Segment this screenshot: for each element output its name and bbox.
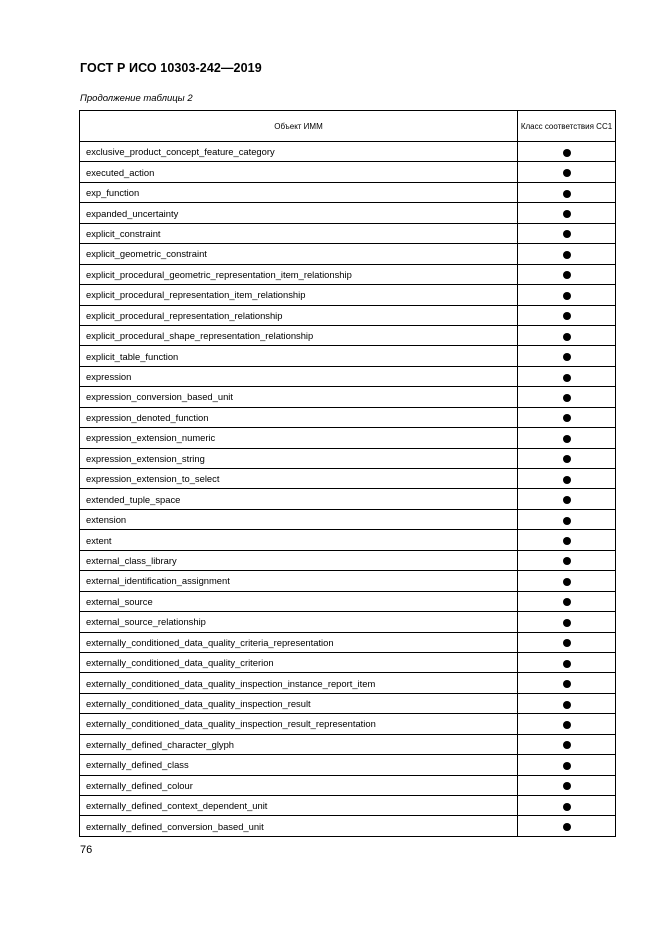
filled-circle-icon: [563, 210, 571, 218]
conformance-mark-cell: [518, 571, 616, 591]
entity-name-cell: explicit_constraint: [80, 223, 518, 243]
table-row: [80, 571, 616, 591]
entity-name-cell: expression_denoted_function: [80, 407, 518, 427]
entity-name-cell: explicit_procedural_shape_representation_relationship: [80, 325, 518, 345]
document-header: ГОСТ Р ИСО 10303-242—2019: [80, 61, 262, 75]
conformance-mark-cell: [518, 223, 616, 243]
table-row: [80, 632, 616, 652]
filled-circle-icon: [563, 721, 571, 729]
table-row: [80, 407, 616, 427]
conformance-mark-cell: [518, 632, 616, 652]
conformance-mark-cell: [518, 775, 616, 795]
conformance-mark-cell: [518, 428, 616, 448]
conformance-mark-cell: [518, 366, 616, 386]
table-body: [80, 142, 616, 837]
conformance-mark-cell: [518, 346, 616, 366]
entity-name-cell: explicit_procedural_geometric_representation_item_relationship: [80, 264, 518, 284]
filled-circle-icon: [563, 680, 571, 688]
filled-circle-icon: [563, 476, 571, 484]
filled-circle-icon: [563, 803, 571, 811]
conformance-mark-cell: [518, 162, 616, 182]
entity-name-cell: explicit_procedural_representation_relationship: [80, 305, 518, 325]
conformance-mark-cell: [518, 612, 616, 632]
entity-name-cell: externally_defined_context_dependent_unit: [80, 796, 518, 816]
table-row: [80, 734, 616, 754]
filled-circle-icon: [563, 292, 571, 300]
filled-circle-icon: [563, 353, 571, 361]
filled-circle-icon: [563, 271, 571, 279]
table-row: [80, 469, 616, 489]
page-number: 76: [80, 844, 93, 856]
entity-name-cell: external_identification_assignment: [80, 571, 518, 591]
filled-circle-icon: [563, 578, 571, 586]
table-row: [80, 755, 616, 775]
entity-name-cell: extended_tuple_space: [80, 489, 518, 509]
table-row: [80, 489, 616, 509]
table-row: [80, 591, 616, 611]
entity-name-cell: externally_conditioned_data_quality_inspection_instance_report_item: [80, 673, 518, 693]
conformance-mark-cell: [518, 734, 616, 754]
conformance-mark-cell: [518, 142, 616, 162]
filled-circle-icon: [563, 762, 571, 770]
entity-name-cell: exp_function: [80, 182, 518, 202]
conformance-mark-cell: [518, 673, 616, 693]
table-row: [80, 775, 616, 795]
conformance-mark-cell: [518, 816, 616, 836]
conformance-mark-cell: [518, 489, 616, 509]
table-row: [80, 714, 616, 734]
conformance-mark-cell: [518, 325, 616, 345]
table-row: [80, 530, 616, 550]
table-row: [80, 673, 616, 693]
conformance-mark-cell: [518, 693, 616, 713]
conformance-mark-cell: [518, 591, 616, 611]
filled-circle-icon: [563, 414, 571, 422]
table-row: [80, 612, 616, 632]
entity-name-cell: externally_defined_class: [80, 755, 518, 775]
table-row: [80, 203, 616, 223]
table-row: [80, 223, 616, 243]
filled-circle-icon: [563, 333, 571, 341]
entity-name-cell: explicit_table_function: [80, 346, 518, 366]
filled-circle-icon: [563, 782, 571, 790]
conformance-mark-cell: [518, 182, 616, 202]
filled-circle-icon: [563, 312, 571, 320]
entity-name-cell: expanded_uncertainty: [80, 203, 518, 223]
filled-circle-icon: [563, 660, 571, 668]
conformance-mark-cell: [518, 244, 616, 264]
conformance-mark-cell: [518, 652, 616, 672]
conformance-mark-cell: [518, 407, 616, 427]
column-header-object: Объект ИММ: [80, 111, 518, 142]
filled-circle-icon: [563, 169, 571, 177]
entity-name-cell: expression_extension_numeric: [80, 428, 518, 448]
entity-name-cell: explicit_procedural_representation_item_relationship: [80, 285, 518, 305]
table-header-row: [80, 111, 616, 142]
conformance-mark-cell: [518, 448, 616, 468]
conformance-mark-cell: [518, 264, 616, 284]
entity-name-cell: extension: [80, 509, 518, 529]
table-row: [80, 162, 616, 182]
entity-name-cell: externally_conditioned_data_quality_criterion: [80, 652, 518, 672]
table-row: [80, 244, 616, 264]
entity-name-cell: expression_conversion_based_unit: [80, 387, 518, 407]
table-row: [80, 652, 616, 672]
filled-circle-icon: [563, 741, 571, 749]
table-row: [80, 142, 616, 162]
entity-name-cell: expression_extension_string: [80, 448, 518, 468]
entity-name-cell: externally_defined_conversion_based_unit: [80, 816, 518, 836]
conformance-mark-cell: [518, 714, 616, 734]
filled-circle-icon: [563, 190, 571, 198]
filled-circle-icon: [563, 251, 571, 259]
entity-name-cell: external_source: [80, 591, 518, 611]
table-row: [80, 509, 616, 529]
entity-name-cell: external_class_library: [80, 550, 518, 570]
conformance-mark-cell: [518, 796, 616, 816]
filled-circle-icon: [563, 517, 571, 525]
filled-circle-icon: [563, 455, 571, 463]
entity-name-cell: externally_conditioned_data_quality_criteria_representation: [80, 632, 518, 652]
conformance-mark-cell: [518, 509, 616, 529]
filled-circle-icon: [563, 537, 571, 545]
filled-circle-icon: [563, 435, 571, 443]
filled-circle-icon: [563, 619, 571, 627]
table-row: [80, 448, 616, 468]
conformance-mark-cell: [518, 285, 616, 305]
conformance-mark-cell: [518, 305, 616, 325]
conformance-mark-cell: [518, 550, 616, 570]
conformance-mark-cell: [518, 530, 616, 550]
conformance-mark-cell: [518, 387, 616, 407]
filled-circle-icon: [563, 394, 571, 402]
table-row: [80, 366, 616, 386]
entity-name-cell: externally_defined_character_glyph: [80, 734, 518, 754]
table-row: [80, 264, 616, 284]
entity-name-cell: externally_defined_colour: [80, 775, 518, 795]
filled-circle-icon: [563, 374, 571, 382]
filled-circle-icon: [563, 230, 571, 238]
table-row: [80, 428, 616, 448]
entity-name-cell: expression_extension_to_select: [80, 469, 518, 489]
conformance-mark-cell: [518, 203, 616, 223]
table-row: [80, 285, 616, 305]
entity-name-cell: extent: [80, 530, 518, 550]
table-row: [80, 796, 616, 816]
entity-name-cell: explicit_geometric_constraint: [80, 244, 518, 264]
column-header-conformance-class: Класс соответствия CC1: [518, 111, 616, 142]
table-row: [80, 305, 616, 325]
table-row: [80, 182, 616, 202]
filled-circle-icon: [563, 701, 571, 709]
table-caption: Продолжение таблицы 2: [80, 93, 193, 104]
entity-name-cell: external_source_relationship: [80, 612, 518, 632]
entity-name-cell: externally_conditioned_data_quality_inspection_result: [80, 693, 518, 713]
conformance-table: [79, 110, 616, 837]
filled-circle-icon: [563, 149, 571, 157]
conformance-mark-cell: [518, 755, 616, 775]
entity-name-cell: expression: [80, 366, 518, 386]
filled-circle-icon: [563, 823, 571, 831]
table-row: [80, 387, 616, 407]
table-row: [80, 550, 616, 570]
filled-circle-icon: [563, 598, 571, 606]
table-row: [80, 325, 616, 345]
filled-circle-icon: [563, 639, 571, 647]
entity-name-cell: externally_conditioned_data_quality_inspection_result_representation: [80, 714, 518, 734]
entity-name-cell: exclusive_product_concept_feature_category: [80, 142, 518, 162]
filled-circle-icon: [563, 557, 571, 565]
table-row: [80, 346, 616, 366]
table-row: [80, 816, 616, 836]
conformance-mark-cell: [518, 469, 616, 489]
entity-name-cell: executed_action: [80, 162, 518, 182]
filled-circle-icon: [563, 496, 571, 504]
table-row: [80, 693, 616, 713]
